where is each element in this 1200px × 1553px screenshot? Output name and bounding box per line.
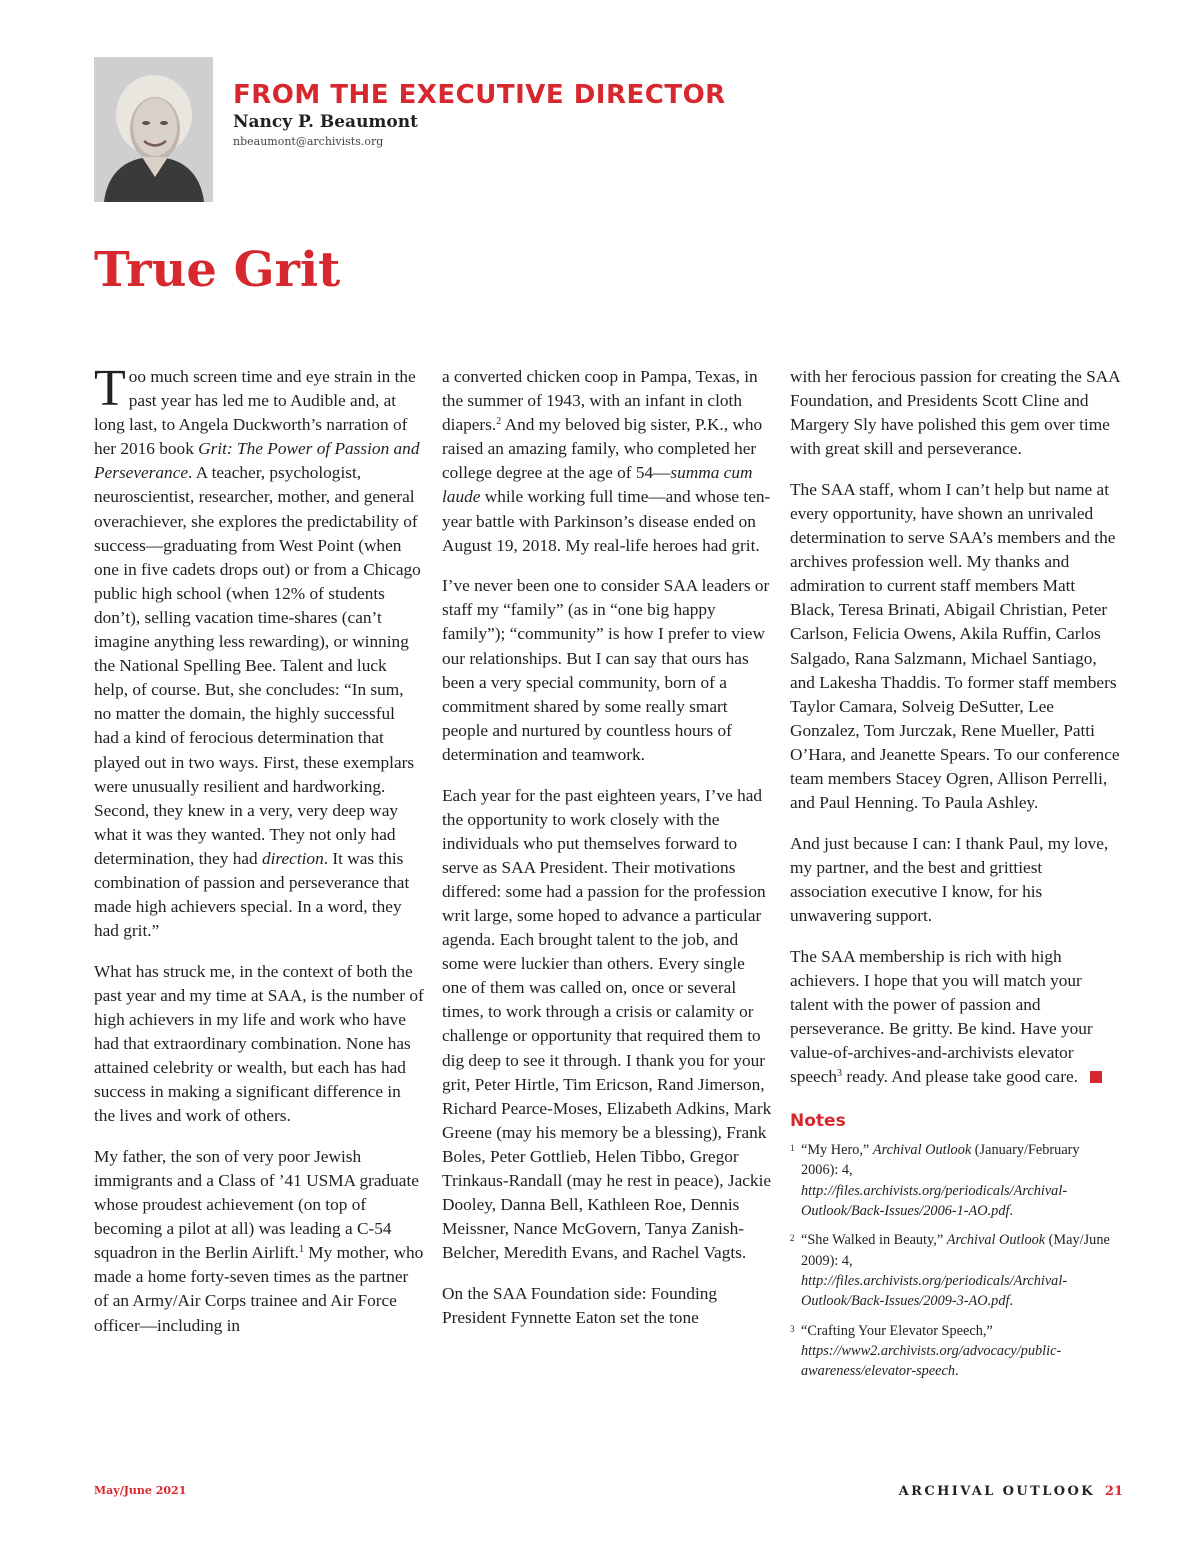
paragraph [790,945,1120,1090]
footnote-ref[interactable]: 2 [496,416,502,428]
footnote-ref[interactable]: 3 [837,1068,843,1080]
text: “She Walked in Beauty,” [801,1232,947,1249]
paragraph: with her ferocious passion for creating the SAA Foundation, and Presidents Scott Cline and Margery Sly have polished this gem over time with great skill and perseverance. [790,367,1120,459]
text: And my beloved big sister, P.K., who raised an amazing family, who completed her college degree at the age of 54— [442,415,763,483]
notes-heading: Notes [790,1111,846,1132]
footnote-link[interactable]: https://www2.archivists.org/advocacy/public-awareness/elevator-speech [801,1342,1062,1380]
footnote-link[interactable]: http://files.archivists.org/periodicals/Archival-Outlook/Back-Issues/2009-3-AO.pdf [801,1272,1068,1310]
footnote-number: 1 [790,1143,795,1154]
paragraph: The SAA staff, whom I can’t help but name at every opportunity, have shown an unrivaled determination to serve SAA’s members and the archives profession well. My thanks and admiration to current staff members Matt Black, Teresa Brinati, Abigail Christian, Peter Carlson, Felicia Owens, Akila Ruffin, Carlos Salgado, Rana Salzmann, Michael Santiago, and Lakesha Thaddis. To former staff members Taylor Camara, Solveig DeSutter, Lee Gonzalez, Tom Jurczak, Rene Mueller, Patti O’Hara, and Jeanette Spears. To our conference team members Stacey Ogren, Allison Perrelli, and Paul Henning. To Paula Ashley. [790,479,1120,813]
source-title: Archival Outlook [872,1142,972,1159]
book-title: Grit: The Power of Passion and Perseverance [94,439,420,483]
footnote-ref[interactable]: 1 [298,1244,304,1256]
text: . A teacher, psychologist, neuroscientist, researcher, mother, and general overachiever, she explores the predictability of success—graduating from West Point (when one in five cadets drops out) or from a Chicago public high school (when 12% of students don’t), selling vacation time-shares (can’t imagine anything less rewarding), or winning the National Spelling Bee. Talent and luck help, of course. But, she concludes: “In sum, no matter the domain, the highly successful had a kind of ferocious determination that played out in two ways. First, these exemplars were unusually resilient and hardworking. Second, they knew in a very, very deep way what it was they wanted. They not only had determination, they had [94,463,421,868]
text: “Crafting Your Elevator Speech,” [801,1322,993,1339]
text: while working full time—and whose ten-year battle with Parkinson’s disease ended on August 19, 2018. My real-life heroes had grit. [442,487,771,555]
paragraph: Each year for the past eighteen years, I’ve had the opportunity to work closely with the individuals who put themselves forward to serve as SAA President. Their motivations differed: some had a passion for the profession writ large, some hoped to advance a particular agenda. Each brought talent to the job, and some were luckier than others. Every single one of them was called on, once or several times, to work through a crisis or calamity or challenge or opportunity that required them to dig deep to see it through. I thank you for your grit, Peter Hirtle, Tim Ericson, Rand Jimerson, Richard Pearce-Moses, Elizabeth Adkins, Mark Greene (may his memory be a blessing), Frank Boles, Peter Gottlieb, Helen Tibbo, Gregor Trinkaus-Randall (may he rest in peace), Jackie Dooley, Danna Bell, Kathleen Roe, Dennis Meissner, Nance McGovern, Tanya Zanish-Belcher, Meredith Evans, and Rachel Vagts. [442,785,772,1263]
emphasis: summa cum laude [442,463,753,507]
page-number: 21 [1104,1484,1123,1499]
paragraph: What has struck me, in the context of both the past year and my time at SAA, is the number of high achievers in my life and work who have had that extraordinary combination. None has attained celebrity or wealth, but each has had success in making a significant difference in the lives and work of others. [94,961,424,1126]
author-name: Nancy P. Beaumont [233,112,418,132]
footnote-link[interactable]: http://files.archivists.org/periodicals/Archival-Outlook/Back-Issues/2006-1-AO.pdf [801,1182,1068,1220]
paragraph [94,1145,424,1338]
footnote-3 [790,1321,1120,1382]
text: . [1009,1293,1014,1310]
paragraph: On the SAA Foundation side: Founding President Fynnette Eaton set the tone [442,1283,718,1327]
column-2 [442,365,772,1347]
footnote-1 [790,1140,1120,1221]
author-portrait-icon [94,57,213,202]
department-heading: FROM THE EXECUTIVE DIRECTOR [233,80,726,110]
text: The SAA membership is rich with high achievers. I hope that you will match your talent with the power of passion and perseverance. Be gritty. Be kind. Have your value-of-archives-and-archivists elevator speech [790,946,1093,1087]
paragraph [94,360,424,943]
text: (January/February 2006): 4, [801,1142,1080,1179]
author-email[interactable]: nbeaumont@archivists.org [233,135,384,148]
column-3 [790,365,1120,1390]
text: My mother, who made a home forty-seven times as the partner of an Army/Air Corps trainee and Air Force officer—including in [94,1243,424,1335]
end-mark-icon [1090,1071,1102,1083]
text: My father, the son of very poor Jewish immigrants and a Class of ’41 USMA graduate whose proudest achievement (on top of becoming a pilot at all) was leading a C-54 squadron in the Berlin Airlift. [94,1146,419,1263]
publication-name: ARCHIVAL OUTLOOK [898,1484,1095,1499]
text: . [1009,1203,1014,1220]
footnote-2 [790,1230,1120,1311]
text: (May/June 2009): 4, [801,1232,1110,1269]
footer-publication [899,1484,1123,1499]
paragraph: And just because I can: I thank Paul, my love, my partner, and the best and grittiest association executive I know, for his unwavering support. [790,833,1109,925]
footnote-number: 3 [790,1323,795,1334]
footnote-number: 2 [790,1233,795,1244]
paragraph [442,365,772,558]
text: “My Hero,” [801,1142,873,1159]
emphasis: direction [261,848,324,868]
drop-cap: T [94,360,126,417]
text: . [955,1363,959,1380]
source-title: Archival Outlook [946,1232,1046,1249]
author-photo [94,57,213,202]
footer-issue: May/June 2021 [94,1484,187,1497]
text: . It was this combination of passion and perseverance that made high achievers special. In a word, they had grit.” [94,848,410,941]
column-1 [94,360,424,1354]
paragraph: I’ve never been one to consider SAA leaders or staff my “family” (as in “one big happy family”); “community” is how I prefer to view our relationships. But I can say that ours has been a very special community, born of a commitment shared by some really smart people and nurtured by countless hours of determination and teamwork. [442,576,770,764]
text: a converted chicken coop in Pampa, Texas, in the summer of 1943, with an infant in cloth diapers. [442,367,758,435]
text: oo much screen time and eye strain in the past year has led me to Audible and, at long last, to Angela Duckworth’s narration of her 2016 book [94,367,416,459]
text: ready. And please take good care. [842,1067,1078,1087]
article-title: True Grit [94,242,341,298]
